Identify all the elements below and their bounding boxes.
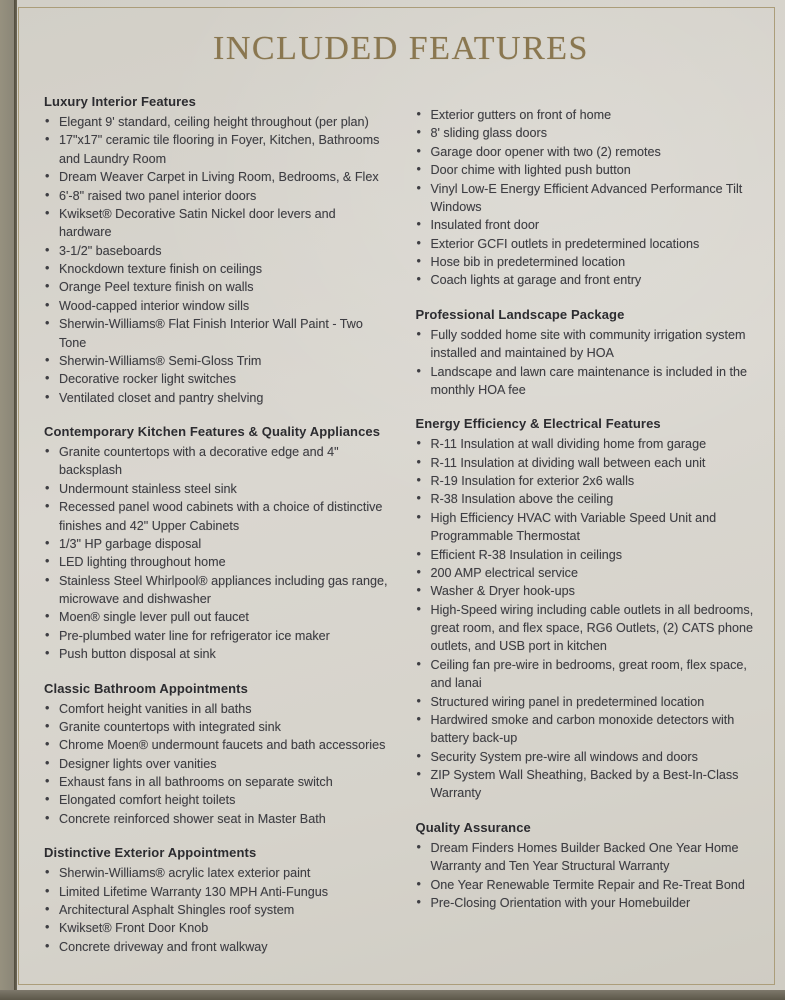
feature-item: • Concrete reinforced shower seat in Master Bath xyxy=(44,810,388,828)
feature-item: • LED lighting throughout home xyxy=(44,553,388,571)
feature-section xyxy=(416,307,760,400)
feature-list xyxy=(44,113,388,407)
feature-item: • Garage door opener with two (2) remotes xyxy=(416,143,760,161)
feature-item: • Pre-plumbed water line for refrigerator ice maker xyxy=(44,627,388,645)
feature-item: • Undermount stainless steel sink xyxy=(44,480,388,498)
feature-section xyxy=(44,424,388,664)
feature-item: • Ceiling fan pre-wire in bedrooms, great room, flex space, and lanai xyxy=(416,656,760,693)
feature-item: • Exhaust fans in all bathrooms on separate switch xyxy=(44,773,388,791)
feature-item: • Granite countertops with integrated sink xyxy=(44,718,388,736)
feature-item: • Pre-Closing Orientation with your Homebuilder xyxy=(416,894,760,912)
section-heading: Professional Landscape Package xyxy=(415,306,625,322)
feature-list xyxy=(44,864,388,956)
feature-item: • Architectural Asphalt Shingles roof system xyxy=(44,901,388,919)
feature-item: • Limited Lifetime Warranty 130 MPH Anti-Fungus xyxy=(44,883,388,901)
feature-list xyxy=(416,839,760,913)
feature-section xyxy=(44,845,388,956)
feature-section xyxy=(416,416,760,803)
feature-item: • Orange Peel texture finish on walls xyxy=(44,278,388,296)
feature-item: • Ventilated closet and pantry shelving xyxy=(44,389,388,407)
feature-item: • Elegant 9' standard, ceiling height throughout (per plan) xyxy=(44,113,388,131)
features-columns xyxy=(17,68,785,973)
feature-item: • Knockdown texture finish on ceilings xyxy=(44,260,388,278)
feature-item: • Designer lights over vanities xyxy=(44,755,388,773)
feature-item: • R-11 Insulation at dividing wall between each unit xyxy=(416,454,760,472)
feature-item: • Decorative rocker light switches xyxy=(44,370,388,388)
feature-item: • One Year Renewable Termite Repair and Re-Treat Bond xyxy=(416,876,760,894)
feature-item: • R-11 Insulation at wall dividing home from garage xyxy=(416,435,760,453)
feature-item: • Dream Finders Homes Builder Backed One Year Home Warranty and Ten Year Structural Warranty xyxy=(416,839,760,876)
feature-item: • Hardwired smoke and carbon monoxide detectors with battery back-up xyxy=(416,711,760,748)
feature-item: • Wood-capped interior window sills xyxy=(44,297,388,315)
feature-item: • ZIP System Wall Sheathing, Backed by a Best-In-Class Warranty xyxy=(416,766,760,803)
feature-item: • Dream Weaver Carpet in Living Room, Bedrooms, & Flex xyxy=(44,168,388,186)
photo-bottom-edge xyxy=(0,990,785,1000)
feature-item: • Landscape and lawn care maintenance is included in the monthly HOA fee xyxy=(416,363,760,400)
feature-list xyxy=(416,435,760,803)
feature-item: • Coach lights at garage and front entry xyxy=(416,271,760,289)
feature-item: • Exterior GCFI outlets in predetermined locations xyxy=(416,235,760,253)
feature-item: • 1/3" HP garbage disposal xyxy=(44,535,388,553)
feature-list xyxy=(44,443,388,664)
feature-section xyxy=(416,106,760,290)
feature-item: • Push button disposal at sink xyxy=(44,645,388,663)
feature-item: • R-19 Insulation for exterior 2x6 walls xyxy=(416,472,760,490)
feature-item: • Granite countertops with a decorative edge and 4" backsplash xyxy=(44,443,388,480)
feature-item: • Washer & Dryer hook-ups xyxy=(416,582,760,600)
feature-item: • High-Speed wiring including cable outlets in all bedrooms, great room, and flex space, RG6 Outlets, (2) CATS phone outlets, and USB port in kitchen xyxy=(416,601,760,656)
photo-left-edge xyxy=(0,0,14,1000)
feature-item: • 200 AMP electrical service xyxy=(416,564,760,582)
feature-section xyxy=(44,681,388,829)
feature-item: • Efficient R-38 Insulation in ceilings xyxy=(416,546,760,564)
feature-item: • 8' sliding glass doors xyxy=(416,124,760,142)
feature-section xyxy=(44,94,388,407)
feature-item: • Door chime with lighted push button xyxy=(416,161,760,179)
feature-item: • Concrete driveway and front walkway xyxy=(44,938,388,956)
feature-item: • Kwikset® Decorative Satin Nickel door levers and hardware xyxy=(44,205,388,242)
feature-item: • Sherwin-Williams® Semi-Gloss Trim xyxy=(44,352,388,370)
right-column xyxy=(416,94,760,973)
feature-item: • Sherwin-Williams® acrylic latex exterior paint xyxy=(44,864,388,882)
left-column xyxy=(44,94,388,973)
feature-item: • Security System pre-wire all windows and doors xyxy=(416,748,760,766)
feature-list xyxy=(416,106,760,290)
feature-item: • Insulated front door xyxy=(416,216,760,234)
feature-item: • Exterior gutters on front of home xyxy=(416,106,760,124)
feature-item: • R-38 Insulation above the ceiling xyxy=(416,490,760,508)
feature-item: • Recessed panel wood cabinets with a choice of distinctive finishes and 42" Upper Cabinets xyxy=(44,498,388,535)
feature-item: • Hose bib in predetermined location xyxy=(416,253,760,271)
feature-item: • High Efficiency HVAC with Variable Speed Unit and Programmable Thermostat xyxy=(416,509,760,546)
section-heading: Distinctive Exterior Appointments xyxy=(44,845,257,861)
section-heading: Quality Assurance xyxy=(415,819,531,835)
feature-item: • 3-1/2" baseboards xyxy=(44,242,388,260)
feature-item: • Vinyl Low-E Energy Efficient Advanced Performance Tilt Windows xyxy=(416,180,760,217)
feature-list xyxy=(416,326,760,400)
feature-section xyxy=(416,820,760,913)
section-heading: Contemporary Kitchen Features & Quality Appliances xyxy=(44,424,381,439)
feature-item: • Comfort height vanities in all baths xyxy=(44,700,388,718)
feature-item: • Moen® single lever pull out faucet xyxy=(44,608,388,626)
section-heading: Luxury Interior Features xyxy=(44,94,196,109)
features-page xyxy=(17,0,785,990)
feature-item: • Chrome Moen® undermount faucets and bath accessories xyxy=(44,736,388,754)
feature-item: • 17"x17" ceramic tile flooring in Foyer, Kitchen, Bathrooms and Laundry Room xyxy=(44,131,388,168)
section-heading: Classic Bathroom Appointments xyxy=(44,680,248,696)
feature-item: • 6'-8" raised two panel interior doors xyxy=(44,187,388,205)
feature-list xyxy=(44,700,388,829)
feature-item: • Sherwin-Williams® Flat Finish Interior Wall Paint - Two Tone xyxy=(44,315,388,352)
page-title: INCLUDED FEATURES xyxy=(213,30,589,67)
section-heading: Energy Efficiency & Electrical Features xyxy=(415,416,661,432)
feature-item: • Elongated comfort height toilets xyxy=(44,791,388,809)
feature-item: • Structured wiring panel in predetermined location xyxy=(416,693,760,711)
feature-item: • Fully sodded home site with community irrigation system installed and maintained by HOA xyxy=(416,326,760,363)
feature-item: • Stainless Steel Whirlpool® appliances including gas range, microwave and dishwasher xyxy=(44,572,388,609)
feature-item: • Kwikset® Front Door Knob xyxy=(44,919,388,937)
